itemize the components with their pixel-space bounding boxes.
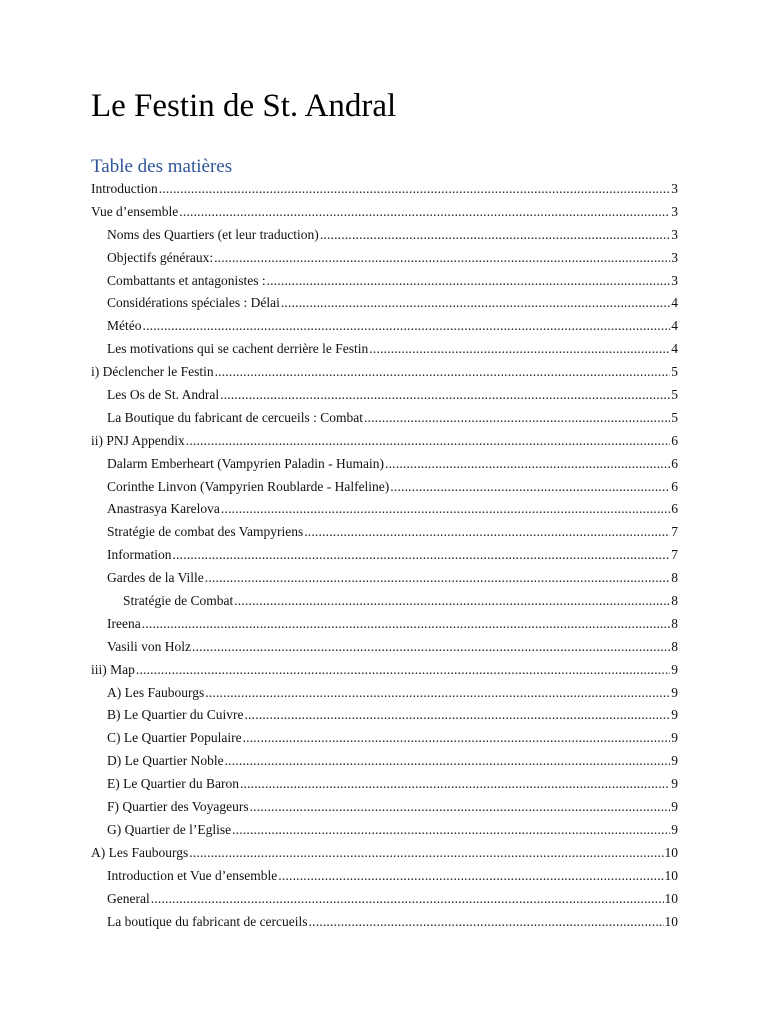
toc-entry[interactable] [91,727,678,750]
toc-dot-leader [143,315,671,338]
toc-entry[interactable] [91,224,678,247]
toc-dot-leader [244,704,670,727]
toc-entry-page-number: 4 [671,318,678,334]
toc-entry-page-number: 3 [671,203,678,219]
toc-entry[interactable] [91,842,678,865]
toc-dot-leader [243,727,671,750]
toc-entry-page-number: 7 [671,547,678,563]
toc-entry[interactable] [91,750,678,773]
toc-entry-page-number: 9 [671,661,678,677]
toc-entry-label: i) Déclencher le Festin [91,364,214,380]
toc-entry-label: Ireena [107,615,141,631]
toc-dot-leader [159,178,671,201]
toc-dot-leader [136,659,670,682]
toc-entry[interactable] [91,453,678,476]
toc-entry-page-number: 5 [671,387,678,403]
toc-dot-leader [390,476,670,499]
toc-entry-label: A) Les Faubourgs [107,684,205,700]
toc-entry-label: Gardes de la Ville [107,570,204,586]
toc-entry[interactable] [91,384,678,407]
toc-entry-page-number: 7 [671,524,678,540]
toc-entry[interactable] [91,773,678,796]
toc-dot-leader [220,384,670,407]
toc-entry-page-number: 9 [671,730,678,746]
toc-entry-page-number: 9 [671,776,678,792]
toc-dot-leader [304,521,670,544]
toc-entry-page-number: 10 [664,867,678,883]
toc-entry-page-number: 9 [671,707,678,723]
toc-entry[interactable] [91,476,678,499]
toc-dot-leader [186,430,670,453]
toc-entry-label: La Boutique du fabricant de cercueils : Combat [107,409,364,425]
toc-entry-label: Les Os de St. Andral [107,387,220,403]
toc-entry[interactable] [91,682,678,705]
toc-entry-label: Les motivations qui se cachent derrière le Festin [107,341,369,357]
toc-entry-page-number: 3 [671,249,678,265]
toc-entry[interactable] [91,498,678,521]
toc-entry-page-number: 9 [671,753,678,769]
toc-dot-leader [221,498,670,521]
toc-entry-label: Vasili von Holz [107,638,191,654]
toc-entry[interactable] [91,315,678,338]
toc-entry-label: A) Les Faubourgs [91,844,189,860]
toc-entry[interactable] [91,521,678,544]
toc-entry-label: F) Quartier des Voyageurs [107,799,249,815]
toc-entry[interactable] [91,247,678,270]
toc-dot-leader [250,796,671,819]
toc-entry[interactable] [91,613,678,636]
toc-entry-label: Combattants et antagonistes : [107,272,266,288]
toc-entry[interactable] [91,544,678,567]
document-title: Le Festin de St. Andral [91,88,397,124]
toc-entry-page-number: 4 [671,295,678,311]
toc-entry[interactable] [91,636,678,659]
toc-entry-label: Dalarm Emberheart (Vampyrien Paladin - Humain) [107,455,385,471]
toc-entry-page-number: 6 [671,455,678,471]
toc-entry-label: Anastrasya Karelova [107,501,220,517]
toc-entry-label: General [107,890,150,906]
toc-entry-page-number: 10 [664,913,678,929]
toc-entry[interactable] [91,338,678,361]
toc-dot-leader [234,590,670,613]
toc-entry-page-number: 5 [671,409,678,425]
toc-entry-label: Stratégie de combat des Vampyriens [107,524,304,540]
toc-entry-page-number: 10 [664,890,678,906]
toc-entry[interactable] [91,865,678,888]
toc-dot-leader [205,567,670,590]
toc-dot-leader [232,819,670,842]
toc-entry-page-number: 3 [671,226,678,242]
toc-dot-leader [309,911,664,934]
toc-entry-label: B) Le Quartier du Cuivre [107,707,244,723]
toc-dot-leader [192,636,670,659]
toc-entry[interactable] [91,292,678,315]
toc-entry[interactable] [91,819,678,842]
toc-entry[interactable] [91,590,678,613]
toc-entry-page-number: 3 [671,181,678,196]
toc-dot-leader [278,865,663,888]
toc-entry[interactable] [91,270,678,293]
toc-entry-label: Noms des Quartiers (et leur traduction) [107,226,319,242]
toc-entry[interactable] [91,796,678,819]
toc-entry[interactable] [91,911,678,934]
toc-entry-page-number: 6 [671,432,678,448]
toc-entry-page-number: 6 [671,478,678,494]
toc-entry-page-number: 9 [671,799,678,815]
toc-entry-label: iii) Map [91,661,135,677]
toc-dot-leader [215,361,671,384]
toc-dot-leader [214,247,670,270]
toc-entry-page-number: 10 [664,844,678,860]
toc-dot-leader [225,750,671,773]
toc-entry[interactable] [91,407,678,430]
toc-dot-leader [320,224,670,247]
toc-dot-leader [281,292,670,315]
toc-entry-page-number: 3 [671,272,678,288]
toc-entry-page-number: 8 [671,615,678,631]
toc-entry-page-number: 8 [671,638,678,654]
toc-entry-label: D) Le Quartier Noble [107,753,224,769]
toc-dot-leader [364,407,670,430]
toc-dot-leader [267,270,671,293]
toc-entry-page-number: 8 [671,570,678,586]
toc-entry-label: ii) PNJ Appendix [91,432,185,448]
toc-dot-leader [369,338,670,361]
toc-entry[interactable] [91,361,678,384]
toc-entry-label: Considérations spéciales : Délai [107,295,280,311]
toc-entry[interactable] [91,201,678,224]
table-of-contents [91,178,678,933]
toc-entry-label: Stratégie de Combat [123,593,234,609]
toc-entry-label: Corinthe Linvon (Vampyrien Roublarde - Halfeline) [107,478,390,494]
toc-dot-leader [240,773,670,796]
toc-entry[interactable] [91,430,678,453]
toc-entry[interactable] [91,659,678,682]
toc-entry-page-number: 9 [671,684,678,700]
toc-dot-leader [151,888,664,911]
toc-entry-label: Météo [107,318,142,334]
toc-entry-label: C) Le Quartier Populaire [107,730,242,746]
toc-entry[interactable] [91,888,678,911]
toc-entry[interactable] [91,567,678,590]
toc-dot-leader [385,453,670,476]
toc-entry[interactable] [91,178,678,201]
toc-dot-leader [205,682,670,705]
toc-entry-label: Information [107,547,172,563]
toc-entry-page-number: 5 [671,364,678,380]
toc-entry-label: Introduction et Vue d’ensemble [107,867,278,883]
toc-entry[interactable] [91,704,678,727]
toc-entry-label: La boutique du fabricant de cercueils [107,913,308,929]
toc-entry-page-number: 8 [671,593,678,609]
toc-dot-leader [172,544,670,567]
toc-entry-label: G) Quartier de l’Eglise [107,821,232,837]
toc-entry-label: Objectifs généraux: [107,249,214,265]
toc-entry-label: E) Le Quartier du Baron [107,776,239,792]
toc-dot-leader [189,842,663,865]
toc-dot-leader [142,613,671,636]
toc-entry-label: Introduction [91,181,158,196]
toc-entry-page-number: 4 [671,341,678,357]
toc-entry-label: Vue d’ensemble [91,203,179,219]
toc-entry-page-number: 9 [671,821,678,837]
toc-dot-leader [179,201,670,224]
toc-heading: Table des matières [91,156,233,177]
toc-entry-page-number: 6 [671,501,678,517]
